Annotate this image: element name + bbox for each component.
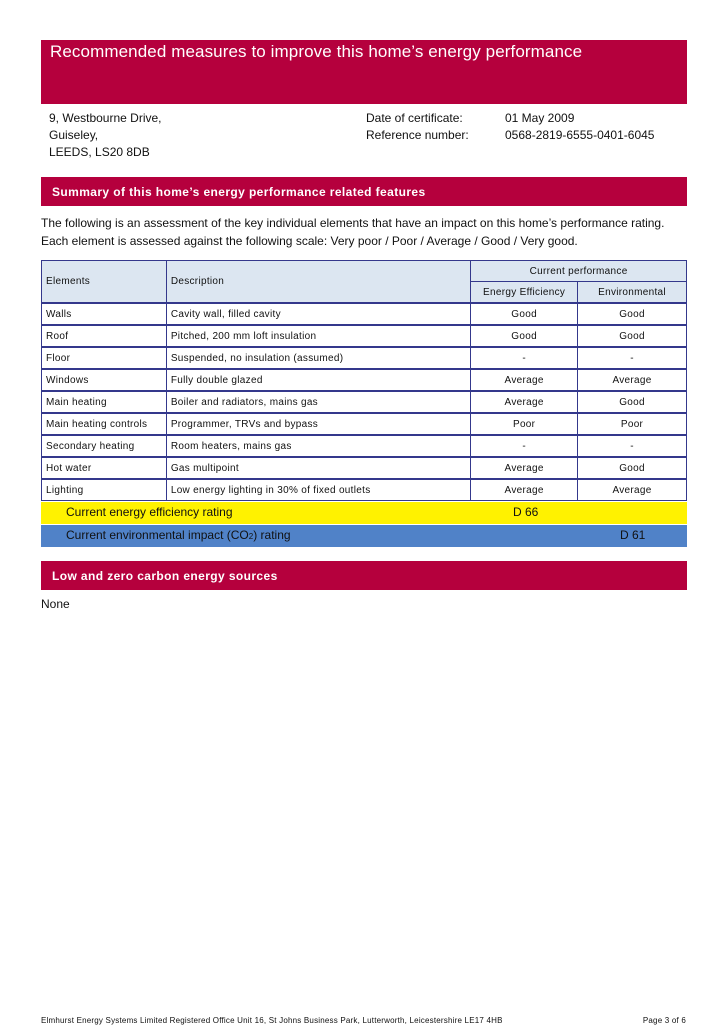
- page-title: Recommended measures to improve this home’s energy performance: [50, 42, 583, 61]
- table-header-row: [42, 261, 687, 282]
- environmental-impact-rating-label: [66, 528, 291, 542]
- certificate-date-value: 01 May 2009: [505, 111, 575, 125]
- row-element: Roof: [42, 326, 167, 347]
- page-header-band: [41, 40, 687, 104]
- energy-efficiency-rating-bar: [41, 502, 687, 524]
- table-row: [42, 304, 687, 325]
- low-carbon-text: None: [41, 597, 70, 611]
- summary-section-title: Summary of this home’s energy performance related features: [52, 185, 426, 199]
- row-energy-efficiency: Average: [471, 370, 578, 391]
- row-element: Floor: [42, 348, 167, 369]
- summary-intro-line-1: The following is an assessment of the key individual elements that have an impact on this home’s performance rating.: [41, 216, 665, 230]
- row-description: Pitched, 200 mm loft insulation: [166, 326, 470, 347]
- energy-efficiency-rating-label: Current energy efficiency rating: [66, 505, 233, 519]
- row-energy-efficiency: Poor: [471, 414, 578, 435]
- header-current-performance: Current performance: [471, 261, 687, 282]
- address-line-2: Guiseley,: [49, 128, 99, 142]
- row-description: Cavity wall, filled cavity: [166, 304, 470, 325]
- environmental-label-subscript: 2: [248, 532, 254, 541]
- row-element: Windows: [42, 370, 167, 391]
- row-description: Room heaters, mains gas: [166, 436, 470, 457]
- summary-intro-line-2: Each element is assessed against the following scale: Very poor / Poor / Average / Good / Very good.: [41, 234, 578, 248]
- header-description: Description: [166, 261, 470, 303]
- low-carbon-section-title: Low and zero carbon energy sources: [52, 569, 278, 583]
- table-row: [42, 348, 687, 369]
- low-carbon-section-band: [41, 561, 687, 590]
- row-environmental: -: [578, 436, 687, 457]
- row-description: Suspended, no insulation (assumed): [166, 348, 470, 369]
- environmental-label-part: ) rating: [253, 528, 291, 542]
- row-energy-efficiency: -: [471, 436, 578, 457]
- row-description: Programmer, TRVs and bypass: [166, 414, 470, 435]
- reference-number-label: Reference number:: [366, 128, 469, 142]
- row-element: Secondary heating: [42, 436, 167, 457]
- energy-efficiency-rating-value: D 66: [513, 505, 539, 519]
- row-description: Low energy lighting in 30% of fixed outlets: [166, 480, 470, 501]
- environmental-impact-rating-bar: [41, 525, 687, 547]
- environmental-impact-rating-value: D 61: [620, 528, 646, 542]
- row-energy-efficiency: Good: [471, 304, 578, 325]
- footer-page-number: Page 3 of 6: [642, 1016, 686, 1025]
- table-row: [42, 326, 687, 347]
- row-environmental: -: [578, 348, 687, 369]
- row-environmental: Good: [578, 392, 687, 413]
- header-elements: Elements: [42, 261, 167, 303]
- row-element: Hot water: [42, 458, 167, 479]
- table-row: [42, 414, 687, 435]
- row-environmental: Good: [578, 326, 687, 347]
- property-address: [49, 110, 162, 161]
- row-energy-efficiency: -: [471, 348, 578, 369]
- row-environmental: Good: [578, 458, 687, 479]
- row-description: Boiler and radiators, mains gas: [166, 392, 470, 413]
- features-table-body: [42, 304, 687, 501]
- row-element: Main heating controls: [42, 414, 167, 435]
- row-energy-efficiency: Average: [471, 458, 578, 479]
- address-line-3: LEEDS, LS20 8DB: [49, 145, 150, 159]
- row-energy-efficiency: Average: [471, 392, 578, 413]
- row-energy-efficiency: Good: [471, 326, 578, 347]
- summary-section-band: [41, 177, 687, 206]
- footer-company-info: Elmhurst Energy Systems Limited Registered Office Unit 16, St Johns Business Park, Lutterworth, Leicestershire LE17 4HB: [41, 1016, 503, 1025]
- table-row: [42, 370, 687, 391]
- row-environmental: Poor: [578, 414, 687, 435]
- row-element: Walls: [42, 304, 167, 325]
- table-row: [42, 480, 687, 501]
- row-environmental: Average: [578, 370, 687, 391]
- row-element: Lighting: [42, 480, 167, 501]
- row-energy-efficiency: Average: [471, 480, 578, 501]
- row-description: Fully double glazed: [166, 370, 470, 391]
- summary-intro: [41, 214, 701, 250]
- row-element: Main heating: [42, 392, 167, 413]
- row-environmental: Good: [578, 304, 687, 325]
- header-energy-efficiency: Energy Efficiency: [471, 282, 578, 303]
- table-row: [42, 458, 687, 479]
- environmental-label-part: Current environmental impact (CO: [66, 528, 249, 542]
- certificate-date-label: Date of certificate:: [366, 111, 463, 125]
- address-line-1: 9, Westbourne Drive,: [49, 111, 162, 125]
- header-environmental: Environmental: [578, 282, 687, 303]
- table-row: [42, 436, 687, 457]
- row-environmental: Average: [578, 480, 687, 501]
- features-table: [41, 260, 687, 501]
- reference-number-value: 0568-2819-6555-0401-6045: [505, 128, 655, 142]
- row-description: Gas multipoint: [166, 458, 470, 479]
- table-row: [42, 392, 687, 413]
